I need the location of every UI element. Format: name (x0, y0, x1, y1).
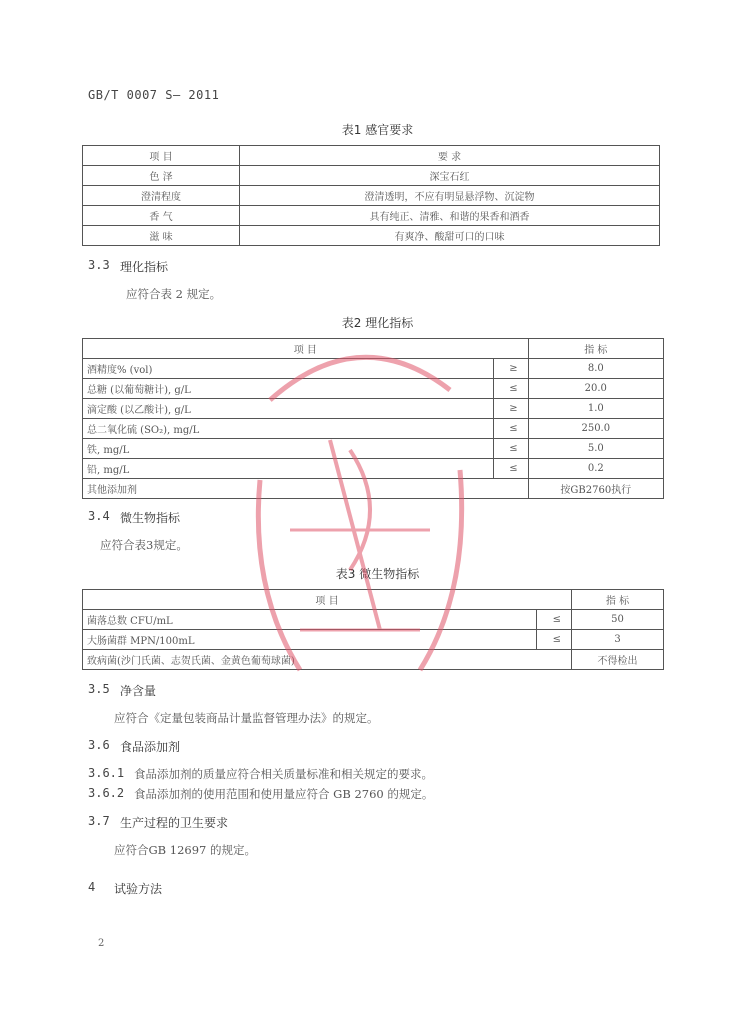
table-row (83, 186, 660, 206)
table-cell: 色 泽 (83, 166, 240, 186)
table-row (83, 610, 664, 630)
section-number: 3.6 (88, 738, 110, 752)
section-number: 3.4 (88, 509, 110, 523)
table-row (83, 439, 664, 459)
section-title: 理化指标 (120, 260, 169, 274)
table-cell: 有爽净、酸甜可口的口味 (240, 226, 660, 246)
table-cell: 0.2 (528, 459, 663, 479)
table-cell: 致病菌(沙门氏菌、志贺氏菌、金黄色葡萄球菌) (83, 650, 572, 670)
table-cell: ≥ (493, 359, 528, 379)
section-title: 微生物指标 (120, 511, 181, 525)
table-cell: 澄清透明，不应有明显悬浮物、沉淀物 (240, 186, 660, 206)
section-number: 3.5 (88, 682, 110, 696)
table-header-row (83, 146, 660, 166)
page-number: 2 (98, 938, 105, 949)
table-row (83, 399, 664, 419)
table3-caption: 表3 微生物指标 (335, 567, 420, 581)
table-cell: 酒精度% (vol) (83, 359, 494, 379)
section-text: 应符合表 2 规定。 (126, 287, 222, 301)
table-cell: 不得检出 (572, 650, 664, 670)
subsection-number: 3.6.1 (88, 766, 125, 780)
table-row (83, 419, 664, 439)
table-row (83, 379, 664, 399)
table-cell: 按GB2760执行 (528, 479, 663, 499)
table2-caption: 表2 理化指标 (341, 316, 414, 330)
table-row (83, 479, 664, 499)
standard-code-header: GB/T 0007 S— 2011 (88, 88, 220, 102)
table-cell: 5.0 (528, 439, 663, 459)
table-cell: 澄清程度 (83, 186, 240, 206)
table1 (82, 145, 660, 246)
table-row (83, 166, 660, 186)
table-row (83, 630, 664, 650)
table-header-row (83, 590, 664, 610)
table-cell: 菌落总数 CFU/mL (83, 610, 537, 630)
table-header-cell: 指 标 (572, 590, 664, 610)
table-cell: ≥ (493, 399, 528, 419)
section-title: 净含量 (120, 684, 157, 698)
table-cell: ≤ (537, 610, 572, 630)
table-cell: 50 (572, 610, 664, 630)
table-cell: ≤ (537, 630, 572, 650)
table-cell: 滴定酸 (以乙酸计), g/L (83, 399, 494, 419)
subsection-text: 食品添加剂的质量应符合相关质量标准和相关规定的要求。 (134, 767, 433, 781)
table-cell: ≤ (493, 459, 528, 479)
table-cell: 总二氧化硫 (SO₂), mg/L (83, 419, 494, 439)
table-cell: ≤ (493, 419, 528, 439)
table-header-cell: 项 目 (83, 339, 529, 359)
table-header-cell: 项 目 (83, 146, 240, 166)
table-header-row (83, 339, 664, 359)
section-number: 4 (88, 880, 96, 894)
table-cell: ≤ (493, 379, 528, 399)
section-text: 应符合表3规定。 (100, 538, 188, 552)
table-cell: 250.0 (528, 419, 663, 439)
table-header-cell: 指 标 (528, 339, 663, 359)
table-header-cell: 项 目 (83, 590, 572, 610)
table-cell: 深宝石红 (240, 166, 660, 186)
table-cell: 20.0 (528, 379, 663, 399)
table3 (82, 589, 664, 670)
table-header-cell: 要 求 (240, 146, 660, 166)
table-cell: 8.0 (528, 359, 663, 379)
section-text: 应符合《定量包装商品计量监督管理办法》的规定。 (114, 711, 379, 725)
table-cell: 1.0 (528, 399, 663, 419)
table-row (83, 459, 664, 479)
table-cell: ≤ (493, 439, 528, 459)
table-row (83, 206, 660, 226)
table-cell: 香 气 (83, 206, 240, 226)
table-cell: 3 (572, 630, 664, 650)
subsection-text: 食品添加剂的使用范围和使用量应符合 GB 2760 的规定。 (134, 787, 434, 801)
section-title: 试验方法 (114, 882, 163, 896)
table-cell: 总糖 (以葡萄糖计), g/L (83, 379, 494, 399)
section-title: 食品添加剂 (120, 740, 181, 754)
table-cell: 铁, mg/L (83, 439, 494, 459)
subsection-number: 3.6.2 (88, 786, 125, 800)
table-row (83, 226, 660, 246)
table-cell: 滋 味 (83, 226, 240, 246)
table-cell: 铅, mg/L (83, 459, 494, 479)
table2 (82, 338, 664, 499)
table-cell: 具有纯正、清雅、和谐的果香和酒香 (240, 206, 660, 226)
table1-caption: 表1 感官要求 (341, 123, 414, 137)
section-text: 应符合GB 12697 的规定。 (114, 843, 257, 857)
table-row (83, 359, 664, 379)
section-number: 3.7 (88, 814, 110, 828)
table-cell: 其他添加剂 (83, 479, 529, 499)
table-cell: 大肠菌群 MPN/100mL (83, 630, 537, 650)
table-row (83, 650, 664, 670)
section-title: 生产过程的卫生要求 (120, 816, 229, 830)
section-number: 3.3 (88, 258, 110, 272)
